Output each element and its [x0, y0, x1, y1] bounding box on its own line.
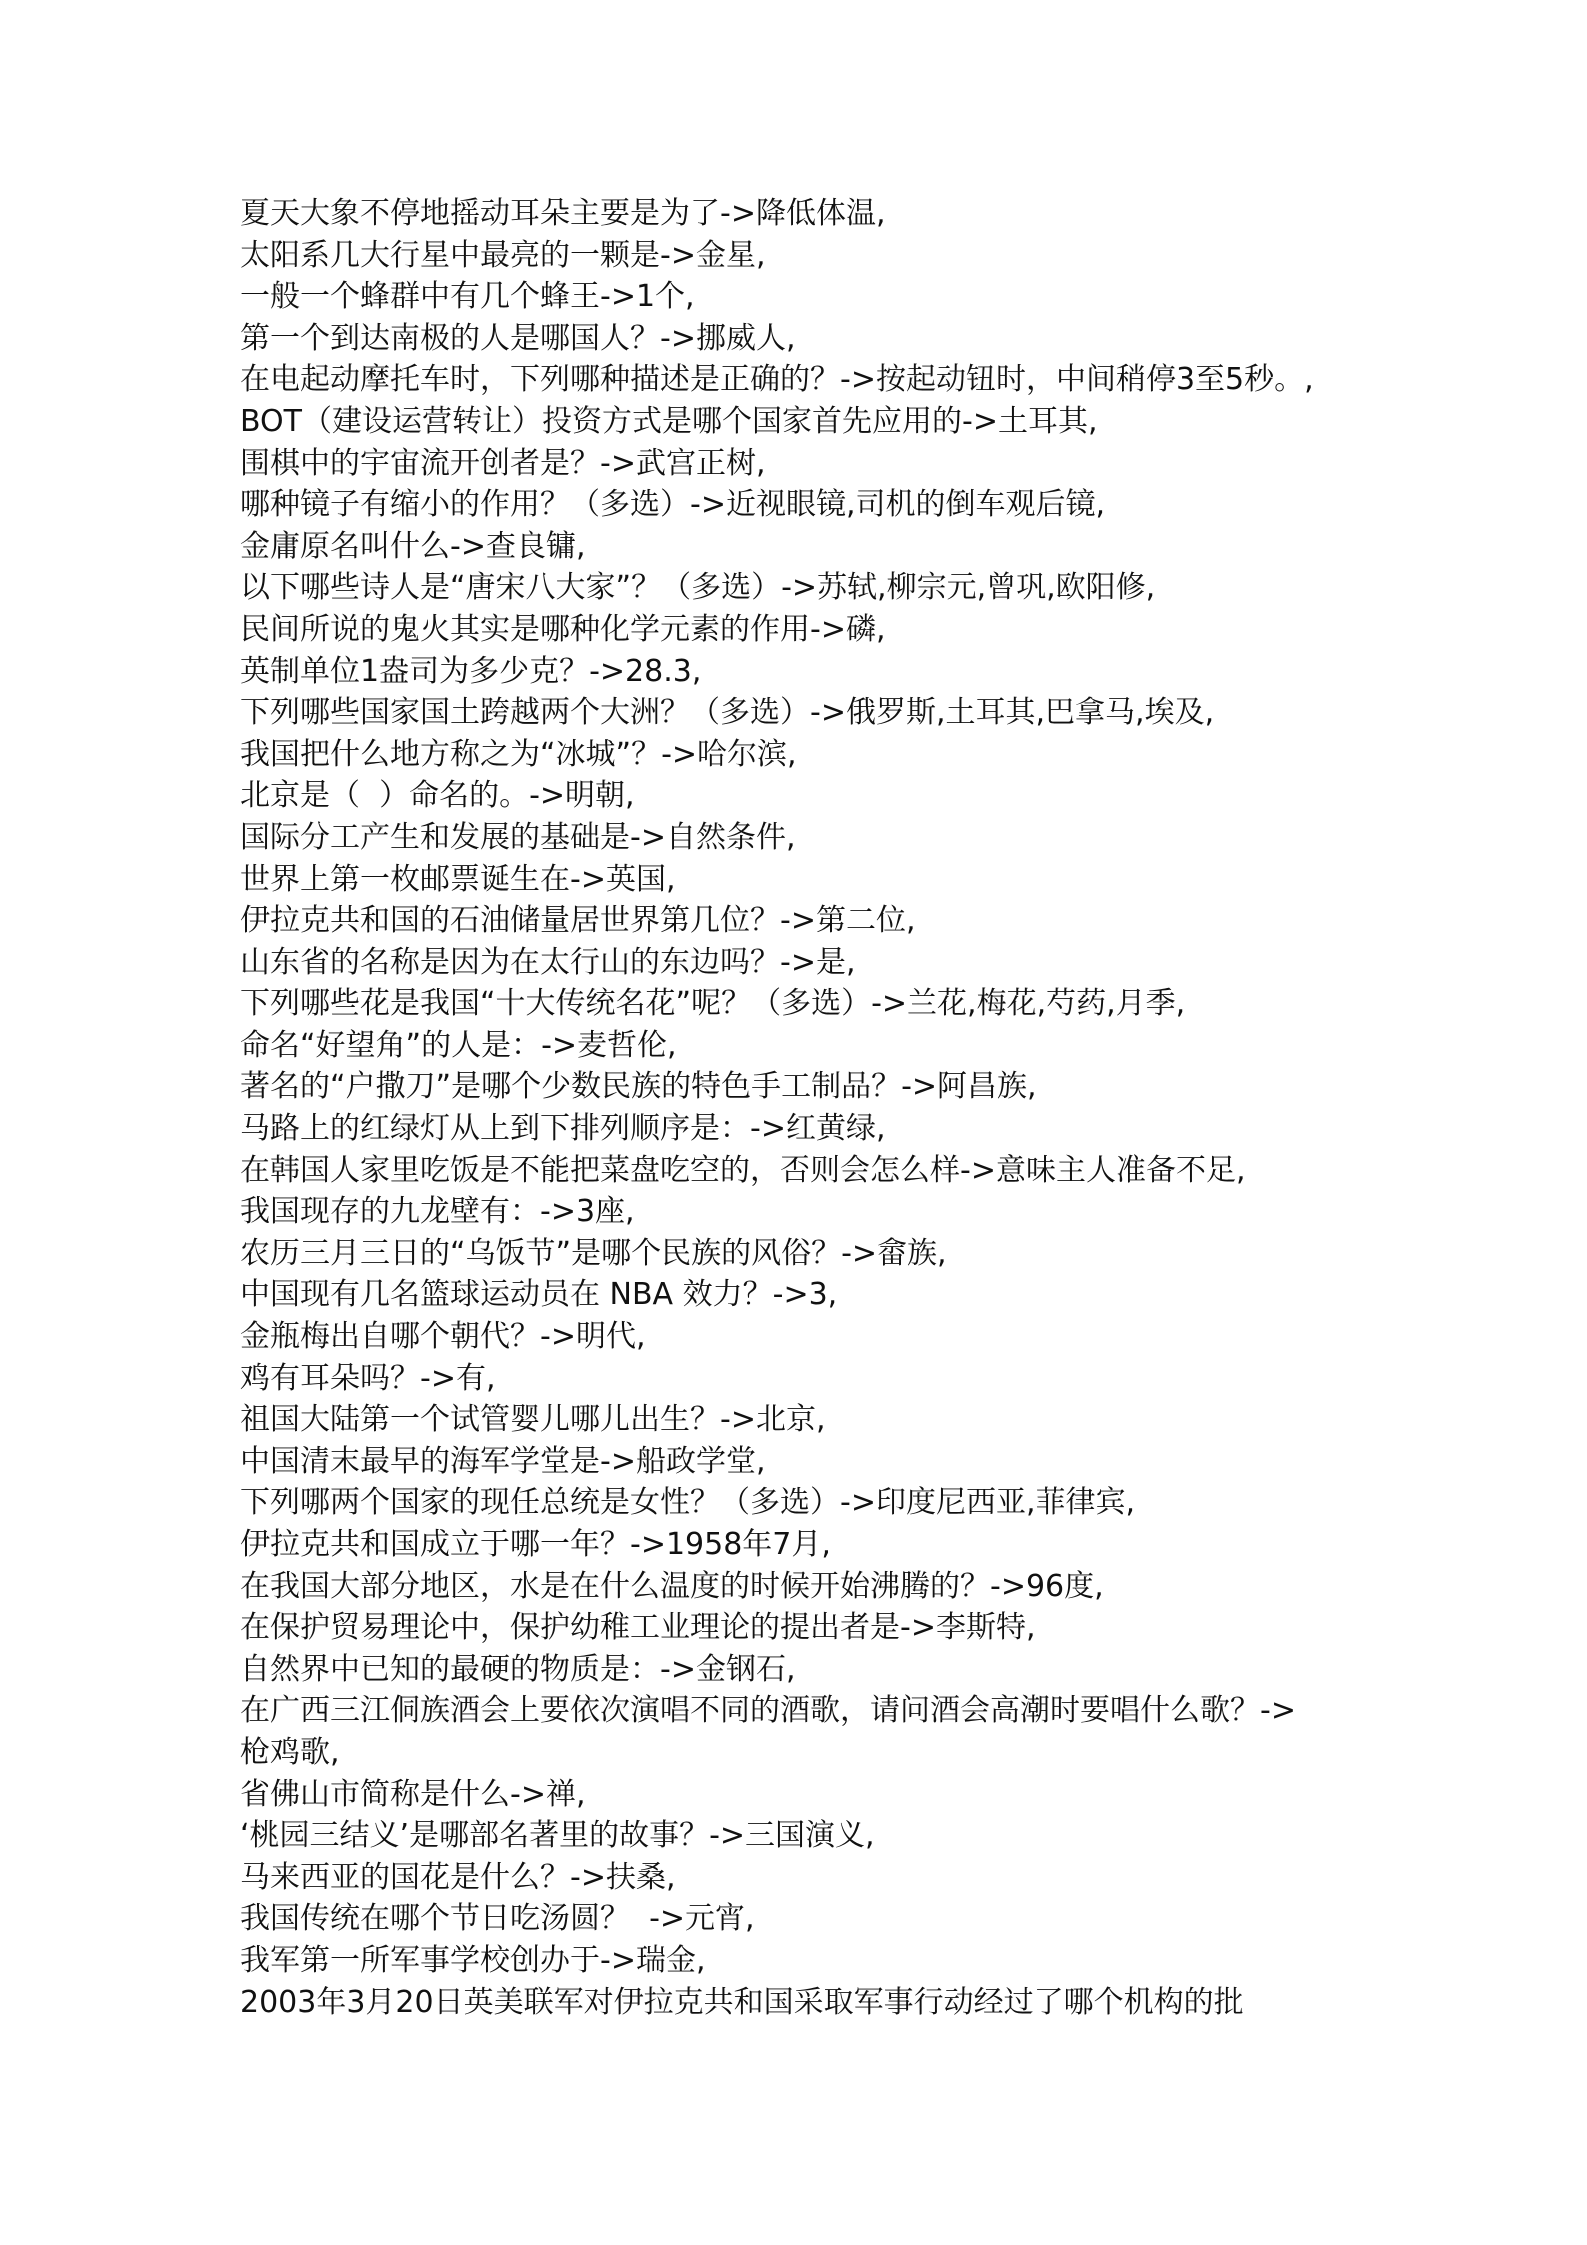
text-line: 在保护贸易理论中，保护幼稚工业理论的提出者是->李斯特, [240, 1610, 1036, 1646]
text-line: 在电起动摩托车时，下列哪种描述是正确的？->按起动钮时，中间稍停3至5秒。, [240, 362, 1314, 398]
text-line: 伊拉克共和国成立于哪一年？->1958年7月, [240, 1527, 831, 1562]
text-line: 祖国大陆第一个试管婴儿哪儿出生？->北京, [240, 1402, 826, 1438]
text-line: 第一个到达南极的人是哪国人？->挪威人, [240, 320, 796, 356]
text-line: 在广西三江侗族酒会上要依次演唱不同的酒歌，请问酒会高潮时要唱什么歌？-> [240, 1693, 1296, 1729]
text-line: 中国清末最早的海军学堂是->船政学堂, [240, 1443, 766, 1479]
text-line: 下列哪两个国家的现任总统是女性？（多选）->印度尼西亚,菲律宾, [240, 1485, 1136, 1521]
text-line: 著名的“户撒刀”是哪个少数民族的特色手工制品？->阿昌族, [240, 1069, 1037, 1105]
text-line: 金瓶梅出自哪个朝代？->明代, [240, 1319, 646, 1355]
text-line: 下列哪些国家国土跨越两个大洲？（多选）->俄罗斯,土耳其,巴拿马,埃及, [240, 695, 1215, 731]
text-line: 枪鸡歌, [240, 1734, 340, 1770]
text-line: 下列哪些花是我国“十大传统名花”呢？（多选）->兰花,梅花,芍药,月季, [240, 986, 1186, 1022]
text-line: ‘桃园三结义’是哪部名著里的故事？->三国演义, [240, 1818, 875, 1854]
text-line: 伊拉克共和国的石油储量居世界第几位？->第二位, [240, 903, 916, 939]
text-line: 鸡有耳朵吗？->有, [240, 1360, 496, 1396]
text-line: 2003年3月20日英美联军对伊拉克共和国采取军事行动经过了哪个机构的批 [240, 1984, 1244, 2020]
text-line: 在韩国人家里吃饭是不能把菜盘吃空的，否则会怎么样->意味主人准备不足, [240, 1152, 1246, 1188]
text-line: 中国现有几名篮球运动员在 NBA 效力？->3, [240, 1277, 838, 1313]
text-line: BOT（建设运营转让）投资方式是哪个国家首先应用的->土耳其, [240, 403, 1098, 439]
text-line: 一般一个蜂群中有几个蜂王->1个, [240, 279, 695, 315]
text-line: 国际分工产生和发展的基础是->自然条件, [240, 819, 796, 855]
text-line: 世界上第一枚邮票诞生在->英国, [240, 861, 676, 897]
text-line: 农历三月三日的“乌饭节”是哪个民族的风俗？->畲族, [240, 1235, 947, 1271]
text-line: 自然界中已知的最硬的物质是：->金钢石, [240, 1651, 796, 1687]
text-line: 省佛山市简称是什么->禅, [240, 1776, 586, 1812]
text-line: 英制单位1盎司为多少克？->28.3, [240, 653, 702, 689]
text-line: 马路上的红绿灯从上到下排列顺序是：->红黄绿, [240, 1111, 886, 1147]
text-line: 民间所说的鬼火其实是哪种化学元素的作用->磷, [240, 611, 886, 647]
text-line: 在我国大部分地区，水是在什么温度的时候开始沸腾的？->96度, [240, 1568, 1104, 1604]
text-line: 哪种镜子有缩小的作用？（多选）->近视眼镜,司机的倒车观后镜, [240, 487, 1106, 523]
text-line: 命名“好望角”的人是：->麦哲伦, [240, 1027, 677, 1063]
text-line: 我军第一所军事学校创办于->瑞金, [240, 1942, 706, 1978]
text-line: 金庸原名叫什么->查良镛, [240, 528, 586, 564]
text-line: 以下哪些诗人是“唐宋八大家”？（多选）->苏轼,柳宗元,曾巩,欧阳修, [240, 570, 1156, 606]
text-line: 我国把什么地方称之为“冰城”？->哈尔滨, [240, 736, 797, 772]
text-line: 围棋中的宇宙流开创者是？->武宫正树, [240, 445, 766, 481]
text-line: 夏天大象不停地摇动耳朵主要是为了->降低体温, [240, 196, 886, 231]
text-line: 太阳系几大行星中最亮的一颗是->金星, [240, 237, 766, 273]
text-line: 我国现存的九龙壁有：->3座, [240, 1194, 635, 1230]
text-line: 北京是（ ）命名的。->明朝, [240, 778, 635, 814]
document-body [240, 193, 1360, 2023]
text-line: 我国传统在哪个节日吃汤圆？ ->元宵, [240, 1901, 755, 1937]
text-line: 马来西亚的国花是什么？->扶桑, [240, 1859, 676, 1895]
text-line: 山东省的名称是因为在太行山的东边吗？->是, [240, 944, 856, 980]
